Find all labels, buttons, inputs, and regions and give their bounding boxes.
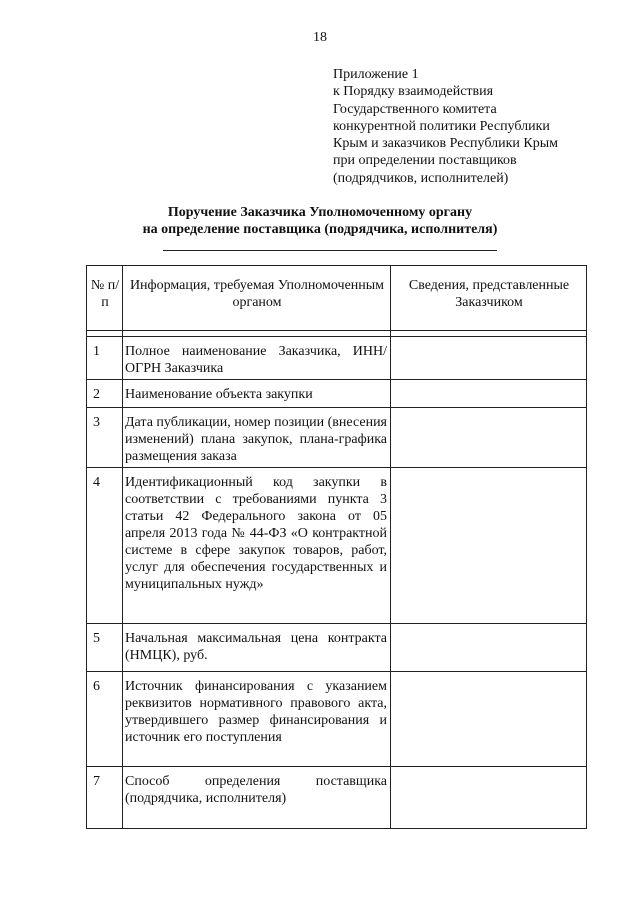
row-data-field[interactable] xyxy=(391,408,587,468)
appendix-note xyxy=(333,66,558,187)
row-number: 4 xyxy=(87,468,123,624)
row-number: 7 xyxy=(87,767,123,829)
table-row xyxy=(87,624,587,672)
row-info: Дата публикации, номер позиции (внесения изменений) плана закупок, плана-графика размещения заказа xyxy=(123,408,391,468)
row-info: Способ определения поставщика (подрядчика, исполнителя) xyxy=(123,767,391,829)
table-row xyxy=(87,468,587,624)
appendix-line: конкурентной политики Республики xyxy=(333,118,550,134)
row-data-field[interactable] xyxy=(391,468,587,624)
title-line-1: Поручение Заказчика Уполномоченному органу xyxy=(167,205,473,220)
table-row xyxy=(87,672,587,767)
table-header-row xyxy=(87,266,587,331)
header-num: № п/п xyxy=(87,266,123,331)
order-form-table xyxy=(86,265,587,829)
row-info: Полное наименование Заказчика, ИНН/ОГРН Заказчика xyxy=(123,337,391,380)
row-info: Наименование объекта закупки xyxy=(123,380,391,408)
title-line-2: на определение поставщика (подрядчика, исполнителя) xyxy=(142,222,498,237)
row-data-field[interactable] xyxy=(391,380,587,408)
table-row xyxy=(87,408,587,468)
table-row xyxy=(87,337,587,380)
row-data-field[interactable] xyxy=(391,337,587,380)
page-number: 18 xyxy=(313,30,327,45)
appendix-line: Крым и заказчиков Республики Крым xyxy=(333,136,558,152)
row-data-field[interactable] xyxy=(391,767,587,829)
header-info: Информация, требуемая Уполномоченным органом xyxy=(123,266,391,331)
appendix-line: Приложение 1 xyxy=(333,67,419,82)
appendix-line: при определении поставщиков xyxy=(333,153,517,169)
row-number: 5 xyxy=(87,624,123,672)
document-title xyxy=(0,204,640,238)
table-row xyxy=(87,380,587,408)
row-data-field[interactable] xyxy=(391,624,587,672)
row-number: 6 xyxy=(87,672,123,767)
appendix-line: (подрядчиков, исполнителей) xyxy=(333,170,509,186)
appendix-line: Государственного комитета xyxy=(333,101,497,117)
row-data-field[interactable] xyxy=(391,672,587,767)
table-row xyxy=(87,767,587,829)
row-number: 3 xyxy=(87,408,123,468)
header-data: Сведения, представленные Заказчиком xyxy=(391,266,587,331)
row-info: Начальная максимальная цена контракта (НМЦК), руб. xyxy=(123,624,391,672)
title-underline xyxy=(163,250,497,251)
appendix-line: к Порядку взаимодействия xyxy=(333,84,494,100)
row-info: Источник финансирования с указанием реквизитов нормативного правового акта, утвердившего размер финансирования и источник его поступления xyxy=(123,672,391,767)
row-info: Идентификационный код закупки в соответствии с требованиями пункта 3 статьи 42 Федерального закона от 05 апреля 2013 года № 44-ФЗ «О контрактной системе в сфере закупок товаров, работ, услуг для обеспечения государственных и муниципальных нужд» xyxy=(123,468,391,624)
row-number: 1 xyxy=(87,337,123,380)
row-number: 2 xyxy=(87,380,123,408)
